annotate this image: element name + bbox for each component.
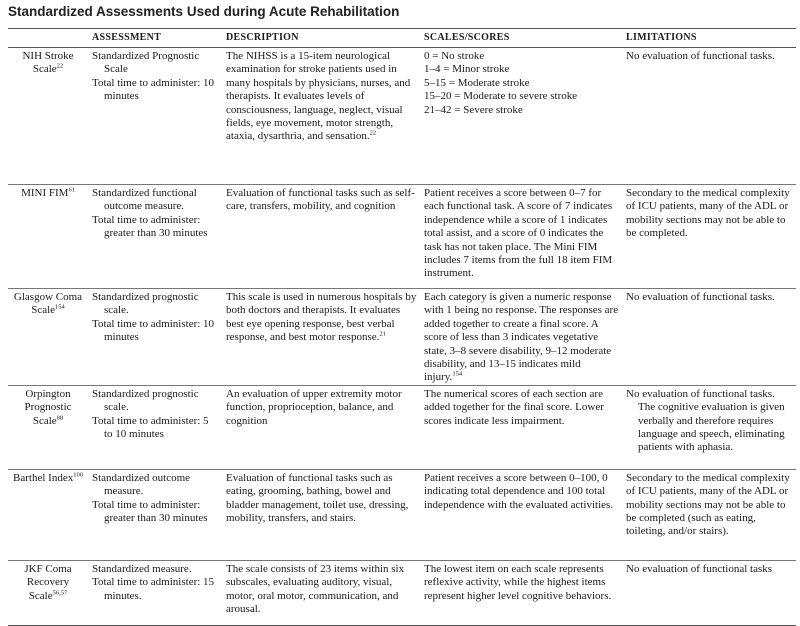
scores-text: Patient receives a score between 0–100, 0 indicating total dependence and 100 total independence with the evaluated activities. bbox=[424, 471, 614, 511]
administration-time: Total time to administer: 10 minutes bbox=[92, 76, 215, 103]
assessment-type-cell bbox=[88, 469, 222, 560]
reference-number: 154 bbox=[55, 303, 65, 311]
header-row bbox=[8, 29, 796, 48]
description-text: The scale consists of 23 items within six subscales, evaluating auditory, visual, motor, oral motor, communication, and arousal. bbox=[226, 562, 405, 616]
assessment-type: Standardized measure. bbox=[92, 562, 192, 575]
administration-time: Total time to administer: greater than 30 minutes bbox=[92, 498, 208, 525]
assessment-type: Standardized prognostic scale. bbox=[92, 387, 199, 414]
assessment-type-cell bbox=[88, 289, 222, 386]
reference-number: 100 bbox=[73, 471, 83, 479]
limitations-cell bbox=[622, 185, 796, 289]
table-row bbox=[8, 560, 796, 625]
assessment-name: Glasgow Coma Scale bbox=[13, 291, 83, 317]
assessment-type: Standardized functional outcome measure. bbox=[92, 187, 197, 213]
assessment-name-cell bbox=[8, 560, 88, 625]
limitations-cell bbox=[622, 469, 796, 560]
description-text: The NIHSS is a 15-item neurological examination for stroke patients used in many hospitals by physicians, nurses, and therapists. It evaluates levels of consciousness, language, neglect, visual fields, eye movement, motor strength, ataxia, dysarthria, and sensation. bbox=[226, 50, 411, 143]
assessment-type-cell bbox=[88, 385, 222, 469]
score-line: 1–4 = Minor stroke bbox=[424, 63, 510, 76]
description-cell bbox=[222, 185, 420, 289]
assessment-name: Orpington Prognostic Scale bbox=[24, 387, 72, 427]
scores-cell bbox=[420, 289, 622, 386]
administration-time: Total time to administer: 15 minutes. bbox=[92, 576, 215, 602]
scores-cell bbox=[420, 185, 622, 289]
scores-text: The lowest item on each scale represents reflexive activity, while the highest items represent higher level cognitive behaviors. bbox=[424, 562, 612, 602]
assessment-name-cell bbox=[8, 48, 88, 185]
description-text: An evaluation of upper extremity motor function, proprioception, balance, and cognition bbox=[226, 387, 402, 427]
scores-cell bbox=[420, 469, 622, 560]
assessment-type-cell bbox=[88, 560, 222, 625]
limitations-cell bbox=[622, 48, 796, 185]
description-text: Evaluation of functional tasks such as self-care, transfers, mobility, and cognition bbox=[226, 187, 415, 213]
assessment-name: JKF Coma Recovery Scale bbox=[24, 562, 72, 602]
reference-number: 88 bbox=[56, 414, 64, 421]
administration-time: Total time to administer: 10 minutes bbox=[92, 317, 215, 344]
header-scales-scores: SCALES/SCORES bbox=[420, 29, 622, 48]
header-description: DESCRIPTION bbox=[222, 29, 420, 48]
scores-text: Patient receives a score between 0–7 for each functional task. A score of 7 indicates independence while a score of 1 indicates total assist, and a score of 0 indicates the task has not taken place. The Mini FIM includes 7 items from the full 18 item FIM instrument. bbox=[424, 187, 613, 280]
scores-text: Each category is given a numeric response with 1 being no response. The responses are added together to create a final score. A score of less than 3 indicates vegetative state, 3–8 severe disability, 9–12 moderate disability, and 13–15 indicates mild injury. bbox=[424, 291, 619, 384]
description-cell bbox=[222, 385, 420, 469]
assessments-table bbox=[8, 28, 796, 626]
assessment-name-cell bbox=[8, 185, 88, 289]
description-cell bbox=[222, 560, 420, 625]
table-row bbox=[8, 48, 796, 185]
assessment-type: Standardized outcome measure. bbox=[92, 471, 191, 498]
limitations-cell bbox=[622, 289, 796, 386]
administration-time: Total time to administer: 5 to 10 minutes bbox=[92, 414, 209, 441]
limitations-text: No evaluation of functional tasks. bbox=[626, 291, 775, 303]
scores-cell bbox=[420, 385, 622, 469]
assessment-name-cell bbox=[8, 469, 88, 560]
header-assessment: ASSESSMENT bbox=[88, 29, 222, 48]
limitations-cell bbox=[622, 385, 796, 469]
reference-number: 154 bbox=[452, 370, 463, 378]
administration-time: Total time to administer: greater than 30 minutes bbox=[92, 213, 208, 240]
assessment-type-cell bbox=[88, 185, 222, 289]
reference-number: 22 bbox=[369, 129, 377, 137]
limitations-text: Secondary to the medical complexity of ICU patients, many of the ADL or mobility sections may not be able to be completed. bbox=[626, 187, 790, 240]
score-line: 0 = No stroke bbox=[424, 50, 485, 62]
assessment-type: Standardized prognostic scale. bbox=[92, 291, 199, 317]
table-row bbox=[8, 385, 796, 469]
limitations-text: Secondary to the medical complexity of ICU patients, many of the ADL or mobility sections may not be able to be completed (such as eating, toileting, and/or stairs). bbox=[626, 471, 790, 538]
reference-number: 61 bbox=[68, 186, 75, 194]
header-limitations: LIMITATIONS bbox=[622, 29, 796, 48]
description-text: This scale is used in numerous hospitals by both doctors and therapists. It evaluates best eye opening response, best verbal response, and best motor response. bbox=[226, 291, 417, 344]
score-line: 5–15 = Moderate stroke bbox=[424, 76, 530, 89]
limitations-text: No evaluation of functional tasks bbox=[626, 562, 773, 575]
table-row bbox=[8, 289, 796, 386]
scores-cell bbox=[420, 560, 622, 625]
assessment-name: Barthel Index bbox=[13, 471, 74, 484]
reference-number: 21 bbox=[379, 330, 386, 338]
limitations-cell bbox=[622, 560, 796, 625]
assessment-type: Standardized Prognostic Scale bbox=[92, 50, 200, 76]
score-line: 15–20 = Moderate to severe stroke bbox=[424, 90, 578, 103]
table-title: Standardized Assessments Used during Acute Rehabilitation bbox=[8, 4, 400, 19]
reference-number: 56,57 bbox=[52, 589, 68, 596]
table-row bbox=[8, 469, 796, 560]
limitations-text: No evaluation of functional tasks. bbox=[626, 50, 775, 62]
description-cell bbox=[222, 469, 420, 560]
description-cell bbox=[222, 289, 420, 386]
assessment-name: MINI FIM bbox=[21, 187, 69, 199]
assessment-name: NIH Stroke Scale bbox=[22, 50, 74, 76]
score-line: 21–42 = Severe stroke bbox=[424, 103, 523, 116]
table-row bbox=[8, 185, 796, 289]
reference-number: 22 bbox=[56, 62, 64, 70]
description-text: Evaluation of functional tasks such as eating, grooming, bathing, bowel and bladder management, toilet use, dressing, mobility, transfers, and stairs. bbox=[226, 471, 409, 525]
assessment-type-cell bbox=[88, 48, 222, 185]
description-cell bbox=[222, 48, 420, 185]
assessment-name-cell bbox=[8, 385, 88, 469]
assessment-name-cell bbox=[8, 289, 88, 386]
limitations-text: No evaluation of functional tasks. The cognitive evaluation is given verbally and therefore requires language and speech, eliminating patients with aphasia. bbox=[626, 387, 785, 454]
scores-text: The numerical scores of each section are added together for the final score. Lower scores indicate less impairment. bbox=[424, 387, 604, 427]
scores-cell bbox=[420, 48, 622, 185]
header-name bbox=[8, 29, 88, 48]
